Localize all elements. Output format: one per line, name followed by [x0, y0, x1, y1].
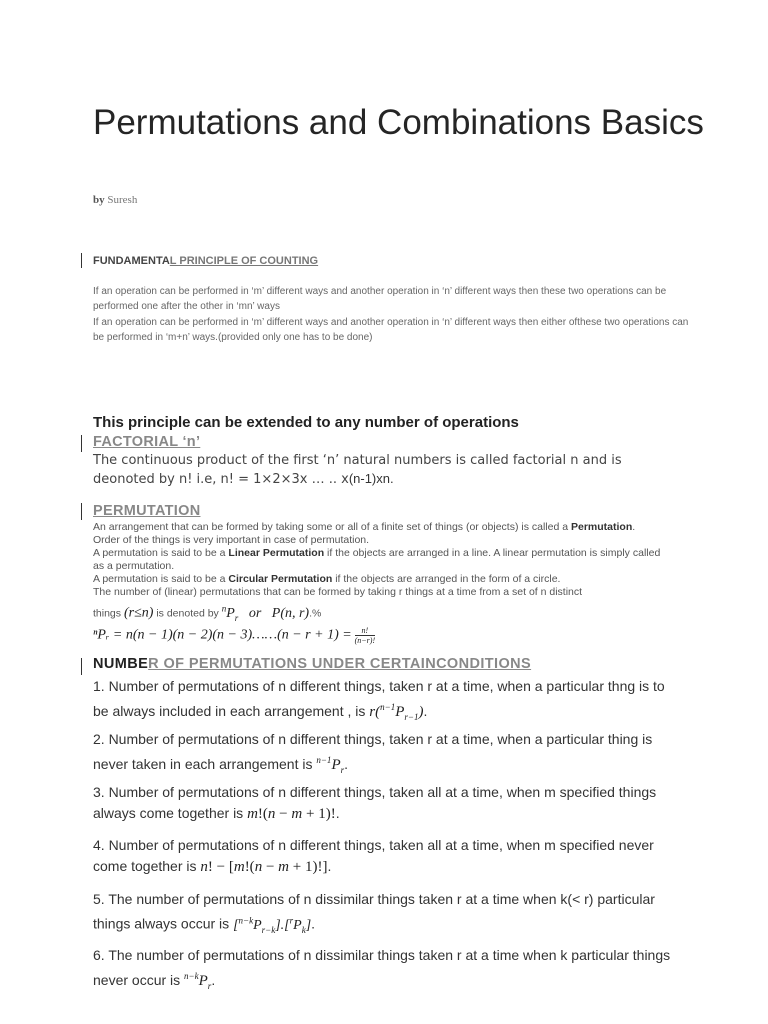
permutation-line-4 [93, 573, 663, 586]
permutation-line-4-b: Circular Permutation [228, 573, 333, 585]
permutation-line-3-a: A permutation is said to be a [93, 547, 229, 559]
permutation-formula-text: ⁿPᵣ = n(n − 1)(n − 2)(n − 3)……(n − r + 1) = [93, 627, 352, 643]
condition-item-1-text: 1. Number of permutations of n different things, taken r at a time, when a particular thng is to be always included in each arrangement , is [93, 678, 665, 719]
fundamental-heading-part1: FUNDAMENTA [93, 255, 170, 267]
text-cursor [81, 658, 82, 675]
permutation-line-3-c: if the objects are arranged in a line. A linear permutation is simply called as a permutation. [93, 547, 661, 572]
math-item-5: $[^{n-k}P_{r-k}].[^rP_k]$ [233, 915, 312, 935]
math-r-le-n: (r≤n) [123, 605, 154, 621]
conditions-heading-part1: NUMBE [93, 656, 149, 672]
permutation-line-6-a: things [93, 607, 122, 620]
permutation-line-2: Order of the things is very important in case of permutation. [93, 534, 370, 546]
math-item-6: $^{n-k}P_r$ [184, 971, 212, 991]
permutation-formula [93, 626, 663, 645]
conditions-heading [93, 656, 531, 672]
permutation-line-1-c: . [632, 521, 636, 533]
conditions-heading-part2: R OF PERMUTATIONS UNDER CERTAINCONDITIONS [148, 656, 532, 672]
permutation-line-1 [93, 521, 663, 534]
permutation-line-1-b: Permutation [571, 521, 633, 533]
fundamental-line-2: If an operation can be performed in ‘m’ different ways and another operation in ‘n’ different ways then either ofthese two operations can be performed in ‘m+n’ ways.(provided only one has to be done) [93, 317, 689, 343]
math-item-3: m!(n − m + 1)! [247, 806, 336, 822]
math-item-2: $^{n-1}P_r$ [316, 755, 345, 775]
factorial-text [93, 452, 673, 489]
condition-item-5: 5. The number of permutations of n dissimilar things taken r at a time when k(< r) particular things always occur is $[^{n-k}P_{r-k}].[^rP_k]$. [93, 891, 655, 935]
author-name: Suresh [107, 194, 138, 206]
condition-item-3: 3. Number of permutations of n different things, taken all at a time, when m specified things always come together is m!(n − m + 1)!. [93, 784, 657, 822]
math-fraction: $\frac{n!}{(n-r)!}$ [354, 626, 376, 646]
fundamental-line-1: If an operation can be performed in ‘m’ different ways and another operation in ‘n’ different ways then these two operations can be performed one after the other in ‘mn’ ways [93, 286, 667, 312]
permutation-line-3-b: Linear Permutation [228, 547, 325, 559]
condition-item-4: 4. Number of permutations of n different things, taken all at a time, when m specified never come together is n! − [m!(n − m + 1)!]. [93, 837, 654, 875]
condition-item-2-text: 2. Number of permutations of n different things, taken r at a time, when a particular thing is never taken in each arrangement is [93, 731, 653, 772]
permutation-line-4-c: if the objects are arranged in the form of a circle. [332, 573, 561, 585]
permutation-line-4-a: A permutation is said to be a [93, 573, 229, 585]
permutation-line-6: things (r≤n) is denoted by $^nP_r$ or P(n, r).% [93, 603, 322, 623]
permutation-line-3 [93, 547, 663, 573]
permutation-text [93, 521, 663, 645]
fundamental-heading [93, 255, 318, 267]
permutation-line-1-a: An arrangement that can be formed by taking some or all of a finite set of things (or objects) is called a [93, 521, 571, 533]
math-npr-notation: $^nP_r$ or P(n, r) [221, 603, 310, 623]
condition-item-5-text: 5. The number of permutations of n dissimilar things taken r at a time when k(< r) particular things always occur is [93, 891, 655, 932]
condition-item-3-text: 3. Number of permutations of n different things, taken all at a time, when m specified things always come together is [93, 784, 657, 821]
math-item-1: $r(^{n-1}P_{r-1})$ [369, 702, 424, 722]
permutation-line-6-b: is denoted by [156, 607, 219, 620]
text-cursor [81, 503, 82, 520]
math-item-4: n! − [m!(n − m + 1)!] [200, 859, 328, 875]
permutation-heading: PERMUTATION [93, 503, 201, 519]
fundamental-heading-part2: L PRINCIPLE OF COUNTING [169, 255, 319, 267]
condition-item-6-text: 6. The number of permutations of n dissimilar things taken r at a time when k particular things never occur is [93, 947, 671, 988]
byline [93, 194, 137, 206]
page-title: Permutations and Combinations Basics [93, 103, 704, 142]
condition-item-6: 6. The number of permutations of n dissimilar things taken r at a time when k particular things never occur is $^{n-k}P_r$. [93, 947, 671, 991]
factorial-text-main: The continuous product of the first ‘n’ natural numbers is called factorial n and is deonoted by n! i.e, n! = 1×2×3x … .. x [93, 453, 622, 487]
condition-item-2: 2. Number of permutations of n different things, taken r at a time, when a particular thing is never taken in each arrangement is $^{n-1}P_r$. [93, 731, 653, 775]
permutation-line-5: The number of (linear) permutations that can be formed by taking r things at a time from a set of n distinct [93, 586, 583, 598]
text-cursor [81, 435, 82, 452]
factorial-text-end: (n-1)xn. [348, 471, 394, 486]
condition-item-4-text: 4. Number of permutations of n different things, taken all at a time, when m specified never come together is [93, 837, 654, 874]
byline-by: by [93, 194, 105, 206]
extended-principle: This principle can be extended to any number of operations [93, 414, 519, 431]
factorial-heading: FACTORIAL ‘n’ [93, 434, 201, 450]
text-cursor [81, 253, 82, 268]
condition-item-1: 1. Number of permutations of n different things, taken r at a time, when a particular thng is to be always included in each arrangement , is $r(^{n-1}P_{r-1})$. [93, 678, 665, 722]
